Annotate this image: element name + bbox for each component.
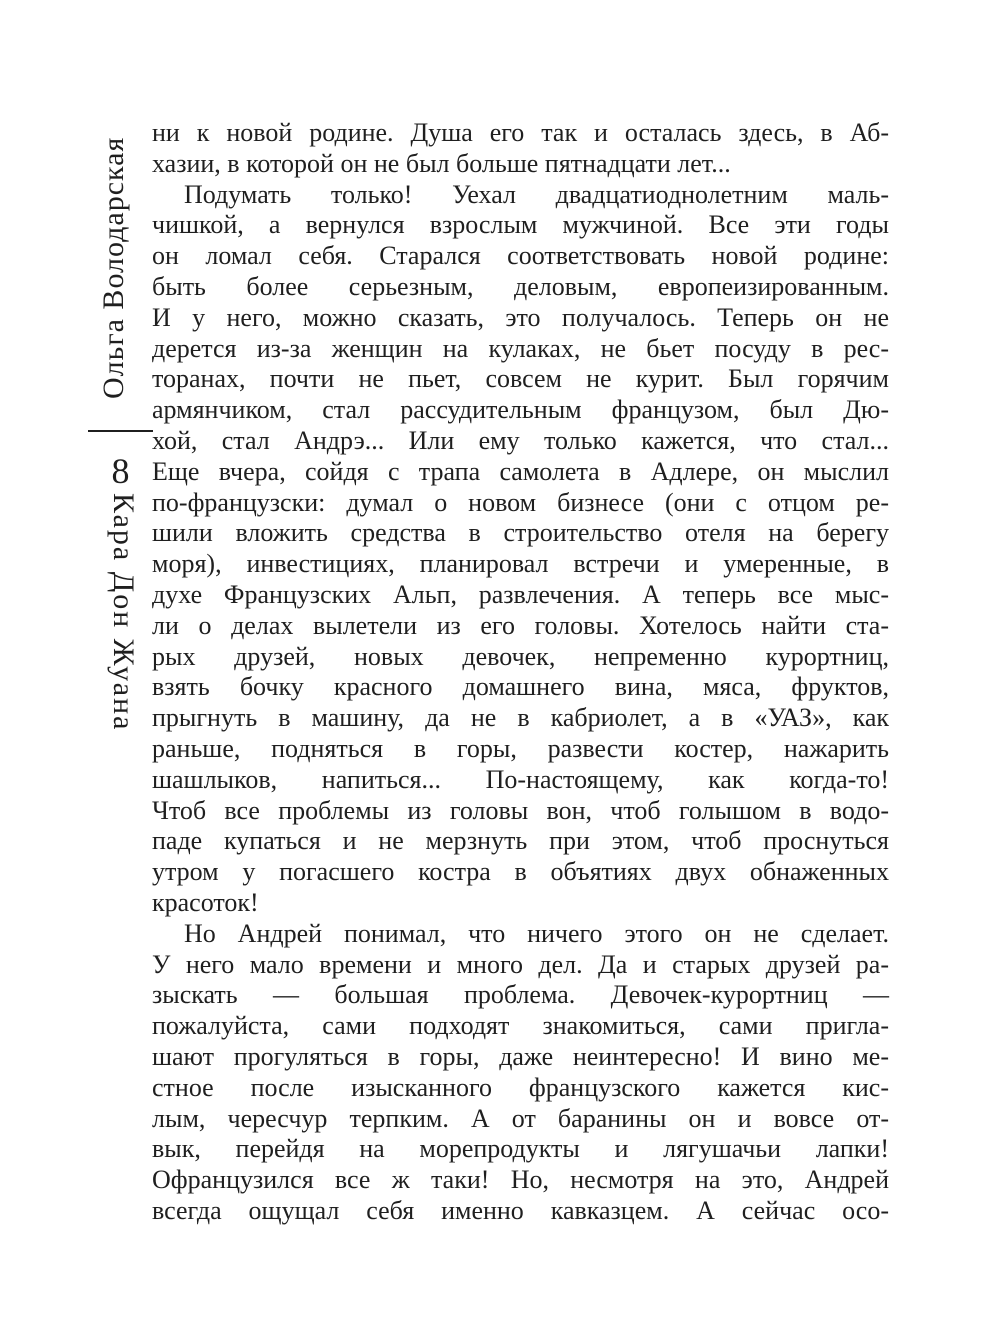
text-line: пожалуйста, сами подходят знакомиться, сами пригла- bbox=[152, 1011, 889, 1041]
text-line: чишкой, а вернулся взрослым мужчиной. Все эти годы bbox=[152, 210, 889, 240]
text-line: И у него, можно сказать, это получалось. Теперь он не bbox=[152, 302, 889, 332]
text-line: моря), инвестициях, планировал встречи и умеренные, в bbox=[152, 549, 889, 579]
text-line: вык, перейдя на морепродукты и лягушачьи лапки! bbox=[152, 1134, 889, 1164]
text-line: шили вложить средства в строительство отеля на берегу bbox=[152, 518, 889, 548]
text-line: красоток! bbox=[152, 887, 259, 917]
text-line: зыскать — большая проблема. Девочек-курортниц — bbox=[152, 980, 889, 1010]
text-line: духе Французских Альп, развлечения. А теперь все мыс- bbox=[152, 579, 889, 609]
text-line: Еще вчера, сойдя с трапа самолета в Адлере, он мыслил bbox=[152, 456, 889, 486]
text-line: армянчиком, стал рассудительным французом, был Дю- bbox=[152, 395, 889, 425]
page-number: 8 bbox=[111, 451, 130, 491]
text-line: Чтоб все проблемы из головы вон, чтоб голышом в водо- bbox=[152, 795, 889, 825]
text-line: утром у погасшего костра в объятиях двух обнаженных bbox=[152, 857, 889, 887]
text-line: шашлыков, напиться... По-настоящему, как когда-то! bbox=[152, 764, 889, 794]
text-line: шают прогуляться в горы, даже неинтересно! И вино ме- bbox=[152, 1041, 889, 1071]
text-line: взять бочку красного домашнего вина, мяса, фруктов, bbox=[152, 672, 889, 702]
text-line: Но Андрей понимал, что ничего этого он не сделает. bbox=[184, 918, 889, 948]
text-line: ли о делах вылетели из его головы. Хотелось найти ста- bbox=[152, 610, 889, 640]
text-line: он ломал себя. Старался соответствовать новой родине: bbox=[152, 241, 889, 271]
text-line: по-французски: думал о новом бизнесе (они с отцом ре- bbox=[152, 487, 889, 517]
text-line: торанах, почти не пьет, совсем не курит. Был горячим bbox=[152, 364, 889, 394]
text-line: У него мало времени и много дел. Да и старых друзей ра- bbox=[152, 949, 889, 979]
text-line: лым, чересчур терпким. А от баранины он и вовсе от- bbox=[152, 1103, 889, 1133]
author-name: Ольга Володарская bbox=[97, 136, 130, 399]
text-line: хазии, в которой он не был больше пятнадцати лет... bbox=[152, 148, 731, 178]
text-line: паде купаться и не мерзнуть при этом, чтоб проснуться bbox=[152, 826, 889, 856]
body-text bbox=[152, 118, 889, 1227]
text-line: хой, стал Андрэ... Или ему только кажется, что стал... bbox=[152, 425, 889, 455]
text-line: Подумать только! Уехал двадцатиоднолетним маль- bbox=[184, 179, 889, 209]
text-line: рых друзей, новых девочек, непременно курортниц, bbox=[152, 641, 889, 671]
folio-divider-rule bbox=[88, 430, 153, 432]
text-line: прыгнуть в машину, да не в кабриолет, а в «УАЗ», как bbox=[152, 703, 889, 733]
book-title: Кара Дон Жуана bbox=[107, 493, 140, 732]
text-line: стное после изысканного французского кажется кис- bbox=[152, 1072, 889, 1102]
text-line: всегда ощущал себя именно кавказцем. А сейчас осо- bbox=[152, 1195, 889, 1225]
text-line: ни к новой родине. Душа его так и осталась здесь, в Аб- bbox=[152, 118, 889, 147]
text-line: быть более серьезным, деловым, европеизированным. bbox=[152, 271, 889, 301]
text-line: раньше, подняться в горы, развести костер, нажарить bbox=[152, 733, 889, 763]
text-line: дерется из-за женщин на кулаках, не бьет посуду в рес- bbox=[152, 333, 889, 363]
text-line: Офранцузился все ж таки! Но, несмотря на это, Андрей bbox=[152, 1165, 889, 1195]
